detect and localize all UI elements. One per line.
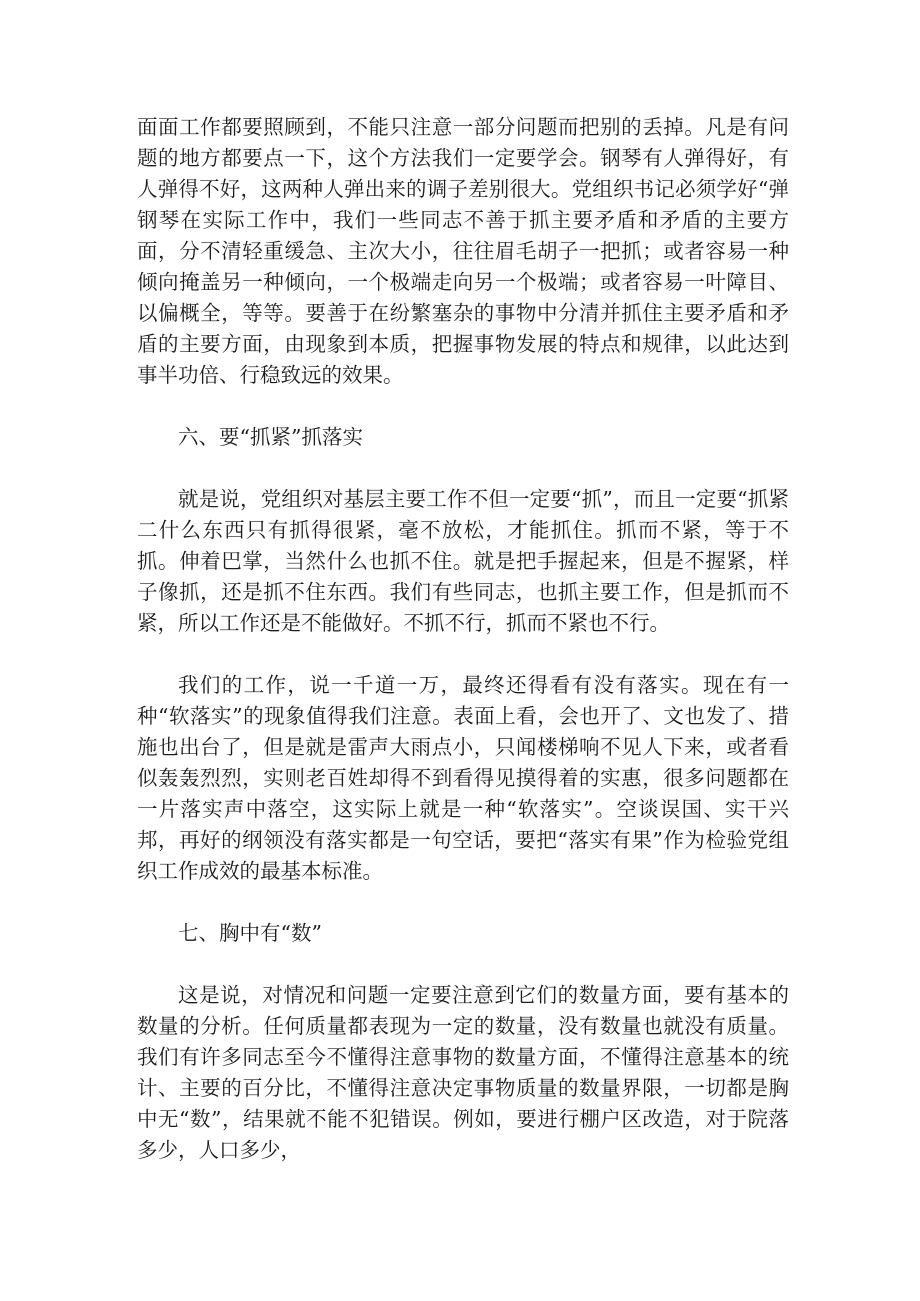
section-heading: 六、要“抓紧”抓落实 [178,425,363,449]
document-body [137,112,789,1166]
paragraph-spacer [137,391,789,422]
body-paragraph: 这是说，对情况和问题一定要注意到它们的数量方面，要有基本的数量的分析。任何质量都表现为一定的数量，没有数量也就没有质量。我们有许多同志至今不懂得注意事物的数量方面，不懂得注意基本的统计、主要的百分比，不懂得注意决定事物质量的数量界限，一切都是胸中无“数”，结果就不能不犯错误。例如，要进行棚户区改造，对于院落多少，人口多少， [137,983,789,1162]
section-heading: 七、胸中有“数” [178,921,322,945]
paragraph-spacer [137,949,789,980]
body-paragraph: 面面工作都要照顾到，不能只注意一部分问题而把别的丢掉。凡是有问题的地方都要点一下，这个方法我们一定要学会。钢琴有人弹得好，有人弹得不好，这两种人弹出来的调子差别很大。党组织书记必须学好“弹钢琴在实际工作中，我们一些同志不善于抓主要矛盾和矛盾的主要方面，分不清轻重缓急、主次大小，往往眉毛胡子一把抓；或者容易一种倾向掩盖另一种倾向，一个极端走向另一个极端；或者容易一叶障目、以偏概全，等等。要善于在纷繁塞杂的事物中分清并抓住主要矛盾和矛盾的主要方面，由现象到本质，把握事物发展的特点和规律，以此达到事半功倍、行稳致远的效果。 [137,115,789,387]
paragraph-spacer [137,453,789,484]
body-paragraph: 我们的工作，说一千道一万，最终还得看有没有落实。现在有一种“软落实”的现象值得我们注意。表面上看，会也开了、文也发了、措施也出台了，但是就是雷声大雨点小，只闻楼梯响不见人下来，或者看似轰轰烈烈，实则老百姓却得不到看得见摸得着的实惠，很多问题都在一片落实声中落空，这实际上就是一种“软落实”。空谈误国、实干兴邦，再好的纲领没有落实都是一句空话，要把“落实有果”作为检验党组织工作成效的最基本标准。 [137,673,789,883]
body-paragraph: 就是说，党组织对基层主要工作不但一定要“抓”，而且一定要“抓紧二什么东西只有抓得很紧，毫不放松，才能抓住。抓而不紧，等于不抓。伸着巴掌，当然什么也抓不住。就是把手握起来，但是不握紧，样子像抓，还是抓不住东西。我们有些同志，也抓主要工作，但是抓而不紧，所以工作还是不能做好。不抓不行，抓而不紧也不行。 [137,487,789,635]
paragraph-spacer [137,639,789,670]
paragraph-spacer [137,887,789,918]
